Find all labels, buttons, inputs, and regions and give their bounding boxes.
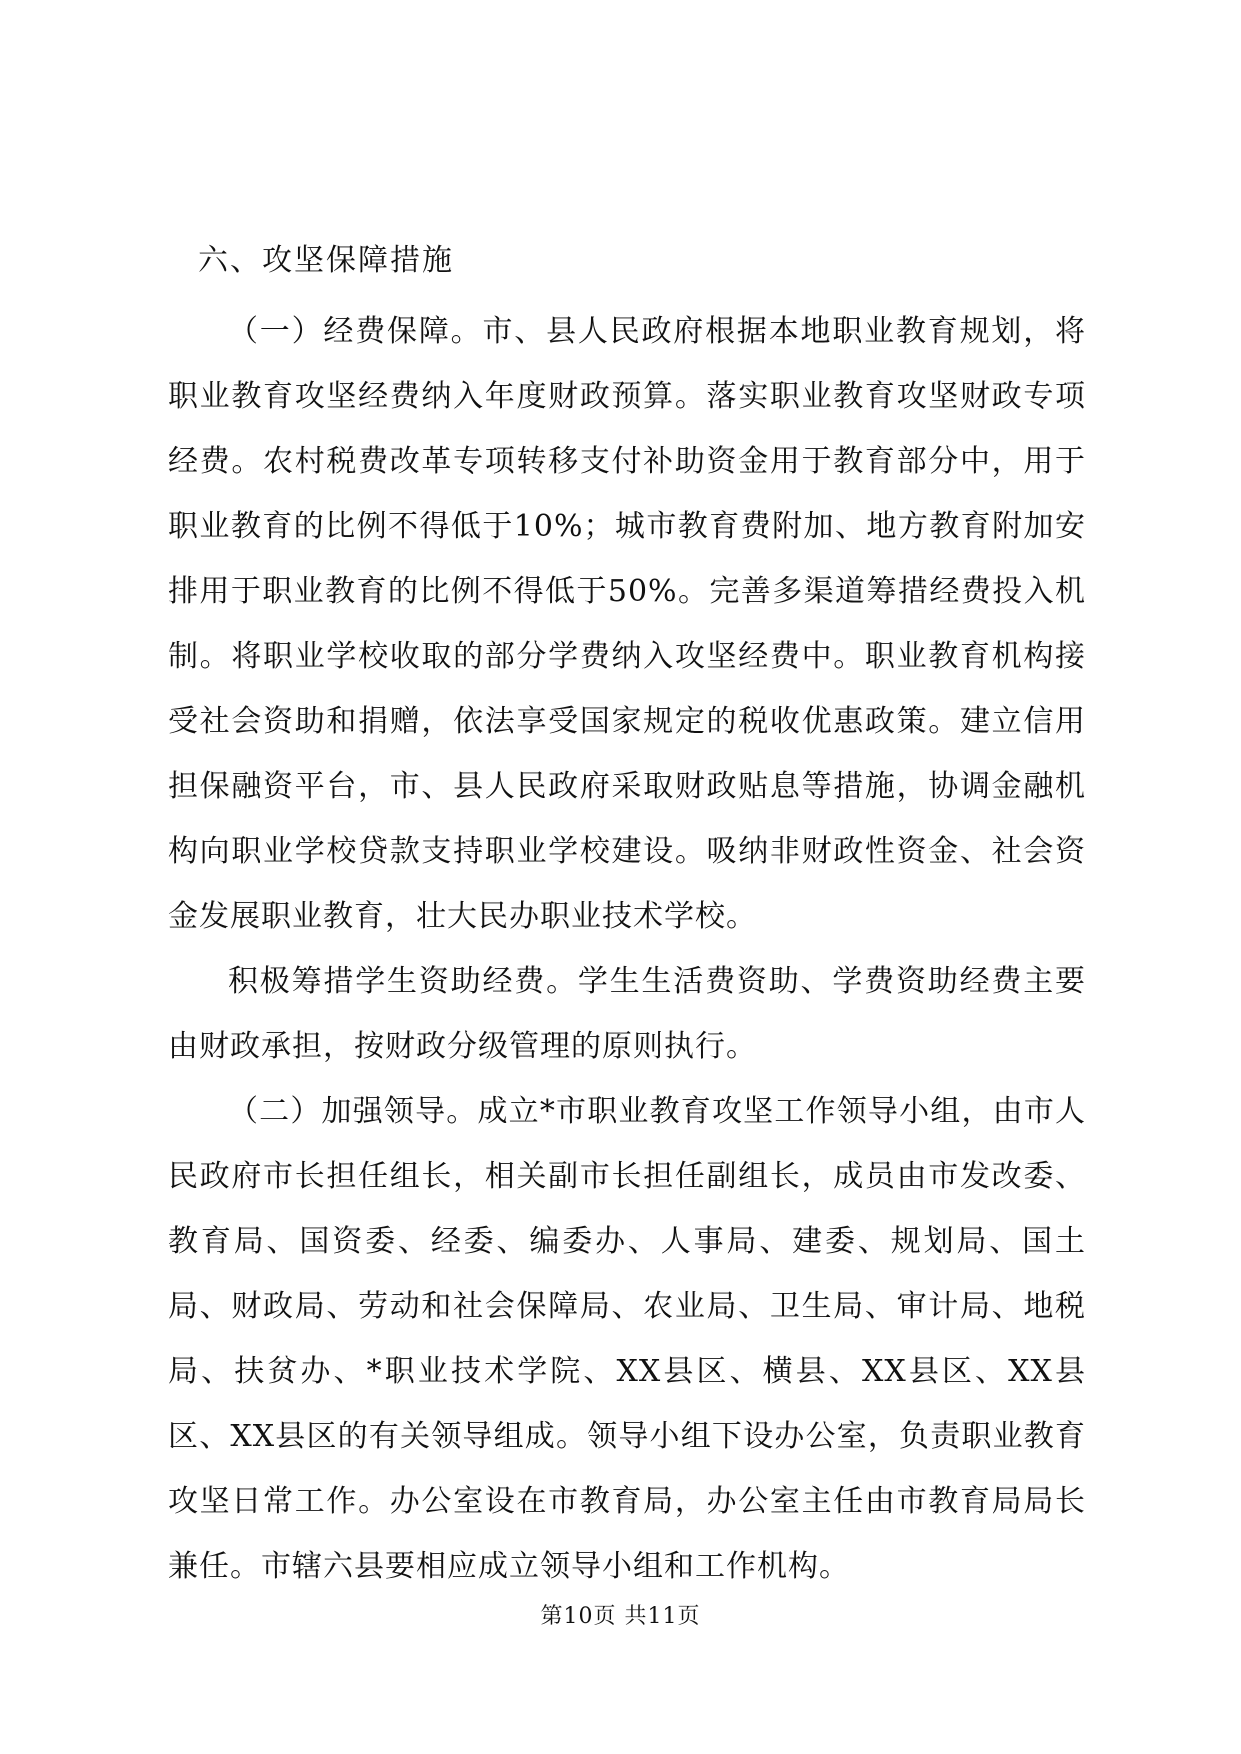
section-heading: 六、攻坚保障措施 — [198, 243, 454, 278]
paragraph-funding: （一）经费保障。市、县人民政府根据本地职业教育规划，将职业教育攻坚经费纳入年度财政预算。落实职业教育攻坚财政专项经费。农村税费改革专项转移支付补助资金用于教育部分中，用于职业教育的比例不得低于10%；城市教育费附加、地方教育附加安排用于职业教育的比例不得低于50%。完善多渠道筹措经费投入机制。将职业学校收取的部分学费纳入攻坚经费中。职业教育机构接受社会资助和捐赠，依法享受国家规定的税收优惠政策。建立信用担保融资平台，市、县人民政府采取财政贴息等措施，协调金融机构向职业学校贷款支持职业学校建设。吸纳非财政性资金、社会资金发展职业教育，壮大民办职业技术学校。 — [168, 314, 1086, 934]
page-number-footer: 第10页 共11页 — [540, 1604, 701, 1629]
paragraph-student-aid: 积极筹措学生资助经费。学生生活费资助、学费资助经费主要由财政承担，按财政分级管理的原则执行。 — [168, 964, 1086, 1064]
document-body — [168, 231, 1086, 1599]
paragraph-leadership: （二）加强领导。成立*市职业教育攻坚工作领导小组，由市人民政府市长担任组长，相关副市长担任副组长，成员由市发改委、教育局、国资委、经委、编委办、人事局、建委、规划局、国土局、财政局、劳动和社会保障局、农业局、卫生局、审计局、地税局、扶贫办、*职业技术学院、XX县区、横县、XX县区、XX县区、XX县区的有关领导组成。领导小组下设办公室，负责职业教育攻坚日常工作。办公室设在市教育局，办公室主任由市教育局局长兼任。市辖六县要相应成立领导小组和工作机构。 — [168, 1094, 1086, 1584]
